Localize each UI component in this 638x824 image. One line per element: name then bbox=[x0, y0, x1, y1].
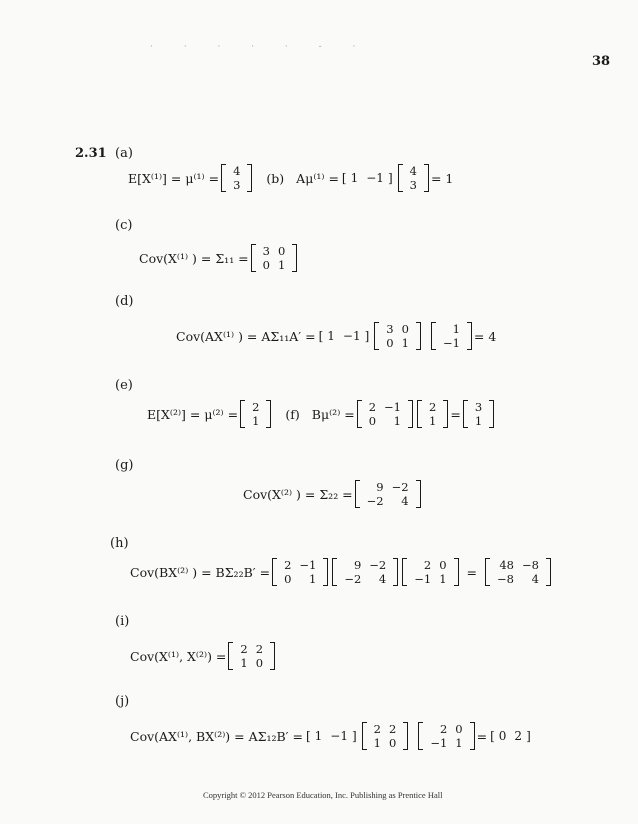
cell: 48 bbox=[499, 558, 514, 572]
equation-e-lhs: E[X⁽²⁾] = μ⁽²⁾ = bbox=[147, 406, 239, 422]
matrix-j-2 bbox=[418, 722, 474, 750]
equation-h-lhs: Cov(BX⁽²⁾ ) = BΣ₂₂B′ = bbox=[130, 564, 271, 580]
part-j-label: (j) bbox=[115, 694, 130, 709]
row-vector-a: [ 1 −1 ] bbox=[341, 171, 393, 185]
equation-g bbox=[243, 480, 423, 508]
equals-sign: = bbox=[476, 728, 488, 744]
cell: 3 bbox=[474, 400, 483, 414]
cell: −8 bbox=[497, 572, 514, 586]
equation-g-lhs: Cov(X⁽²⁾ ) = Σ₂₂ = bbox=[243, 486, 353, 502]
cell: −2 bbox=[344, 572, 362, 586]
cell: −1 bbox=[342, 329, 361, 343]
matrix-h-3 bbox=[402, 558, 458, 586]
cell: 0 bbox=[389, 736, 397, 750]
cell: 0 bbox=[368, 414, 377, 428]
cell: 9 bbox=[376, 480, 384, 494]
matrix-sigma11-d bbox=[374, 322, 421, 350]
matrix-sigma11 bbox=[251, 244, 298, 272]
row-vector-j: [ 1 −1 ] bbox=[305, 729, 357, 743]
part-h-label: (h) bbox=[110, 536, 129, 551]
vector-a-transpose bbox=[431, 322, 472, 350]
part-a-label: (a) bbox=[115, 146, 133, 161]
cell: −1 bbox=[299, 558, 317, 572]
equation-b-lhs: Aμ⁽¹⁾ = bbox=[296, 170, 339, 186]
cell: 1 bbox=[350, 171, 359, 185]
part-c-label: (c) bbox=[115, 218, 133, 233]
equation-i bbox=[130, 642, 277, 670]
equation-a-lhs: E[X⁽¹⁾] = μ⁽¹⁾ = bbox=[128, 170, 220, 186]
matrix-sigma22 bbox=[355, 480, 421, 508]
cell: 2 bbox=[429, 400, 437, 414]
cell: 2 bbox=[373, 722, 381, 736]
equation-j bbox=[130, 722, 534, 750]
part-d-label: (d) bbox=[115, 294, 134, 309]
cell: 0 bbox=[401, 322, 409, 336]
cell: 2 bbox=[423, 558, 432, 572]
cell: 3 bbox=[409, 178, 417, 192]
part-b-label: (b) bbox=[266, 170, 285, 186]
equation-d-lhs: Cov(AX⁽¹⁾ ) = AΣ₁₁A′ = bbox=[176, 328, 316, 344]
cell: 0 bbox=[455, 722, 463, 736]
cell: 4 bbox=[378, 572, 387, 586]
equation-f-lhs: Bμ⁽²⁾ = bbox=[311, 406, 355, 422]
equals-sign: = bbox=[466, 564, 478, 580]
equation-c bbox=[139, 244, 299, 272]
equation-a-b bbox=[128, 164, 453, 192]
cell: 1 bbox=[455, 736, 463, 750]
part-g-label: (g) bbox=[115, 458, 134, 473]
cell: −1 bbox=[414, 572, 432, 586]
cell: −1 bbox=[384, 400, 401, 414]
equation-e-f bbox=[147, 400, 496, 428]
cell: 3 bbox=[233, 178, 241, 192]
equation-b-result: = 1 bbox=[430, 170, 454, 186]
cell: 4 bbox=[531, 572, 539, 586]
equation-d bbox=[176, 322, 496, 350]
equation-c-lhs: Cov(X⁽¹⁾ ) = Σ₁₁ = bbox=[139, 250, 249, 266]
equation-i-lhs: Cov(X⁽¹⁾, X⁽²⁾) = bbox=[130, 648, 227, 664]
matrix-h-2 bbox=[332, 558, 398, 586]
cell: 4 bbox=[409, 164, 417, 178]
matrix-h-result bbox=[485, 558, 551, 586]
cell: 2 bbox=[284, 558, 292, 572]
equation-j-lhs: Cov(AX⁽¹⁾, BX⁽²⁾) = AΣ₁₂B′ = bbox=[130, 728, 303, 744]
cell: 3 bbox=[386, 322, 394, 336]
cell: 0 bbox=[255, 656, 264, 670]
cell: 1 bbox=[309, 572, 317, 586]
matrix-sigma12 bbox=[228, 642, 275, 670]
cell: −8 bbox=[521, 558, 539, 572]
cell: 0 bbox=[262, 258, 270, 272]
cell: −2 bbox=[391, 480, 409, 494]
cell: 1 bbox=[314, 729, 323, 743]
vector-mu1-b bbox=[398, 164, 429, 192]
cell: 0 bbox=[386, 336, 394, 350]
cell: 2 bbox=[389, 722, 397, 736]
cell: 2 bbox=[439, 722, 448, 736]
row-vector-j-result: [ 0 2 ] bbox=[490, 729, 531, 743]
cell: −1 bbox=[366, 171, 384, 185]
cell: 2 bbox=[368, 400, 377, 414]
cell: 1 bbox=[277, 258, 286, 272]
cell: 1 bbox=[373, 736, 381, 750]
cell: 9 bbox=[353, 558, 362, 572]
vector-result-f bbox=[463, 400, 494, 428]
matrix-b bbox=[357, 400, 413, 428]
cell: −2 bbox=[366, 494, 384, 508]
part-f-label: (f) bbox=[285, 406, 300, 422]
part-e-label: (e) bbox=[115, 378, 133, 393]
part-i-label: (i) bbox=[115, 614, 130, 629]
cell: −1 bbox=[442, 336, 460, 350]
cell: 1 bbox=[439, 572, 447, 586]
cell: 1 bbox=[474, 414, 483, 428]
cell: 2 bbox=[255, 642, 264, 656]
cell: 0 bbox=[277, 244, 286, 258]
matrix-j-1 bbox=[362, 722, 409, 750]
cell: 1 bbox=[393, 414, 401, 428]
equation-d-result: = 4 bbox=[473, 328, 497, 344]
cell: 0 bbox=[439, 558, 447, 572]
cell: 1 bbox=[252, 414, 260, 428]
cell: 1 bbox=[327, 329, 335, 343]
problem-number: 2.31 bbox=[75, 146, 107, 161]
cell: 1 bbox=[401, 336, 409, 350]
copyright-footer: Copyright © 2012 Pearson Education, Inc. Publishing as Prentice Hall bbox=[203, 790, 443, 800]
cell: 4 bbox=[233, 164, 241, 178]
matrix-h-1 bbox=[272, 558, 328, 586]
cell: 0 bbox=[284, 572, 292, 586]
vector-mu2 bbox=[240, 400, 271, 428]
row-vector-d: [ 1 −1 ] bbox=[318, 329, 370, 343]
cell: 1 bbox=[452, 322, 460, 336]
cell: −2 bbox=[369, 558, 387, 572]
cell: 2 bbox=[240, 642, 248, 656]
cell: −1 bbox=[330, 729, 348, 743]
equation-h bbox=[130, 558, 553, 586]
cell: 2 bbox=[252, 400, 260, 414]
cell: −1 bbox=[430, 736, 448, 750]
equals-sign: = bbox=[450, 406, 461, 422]
cell: 0 bbox=[498, 729, 507, 743]
page-number: 38 bbox=[592, 54, 611, 69]
cell: 2 bbox=[514, 729, 523, 743]
scan-specks: · · · · · - · bbox=[150, 42, 370, 52]
cell: 3 bbox=[262, 244, 270, 258]
cell: 1 bbox=[240, 656, 248, 670]
cell: 4 bbox=[401, 494, 409, 508]
vector-mu1 bbox=[221, 164, 252, 192]
cell: 1 bbox=[429, 414, 437, 428]
vector-mu2-f bbox=[417, 400, 448, 428]
